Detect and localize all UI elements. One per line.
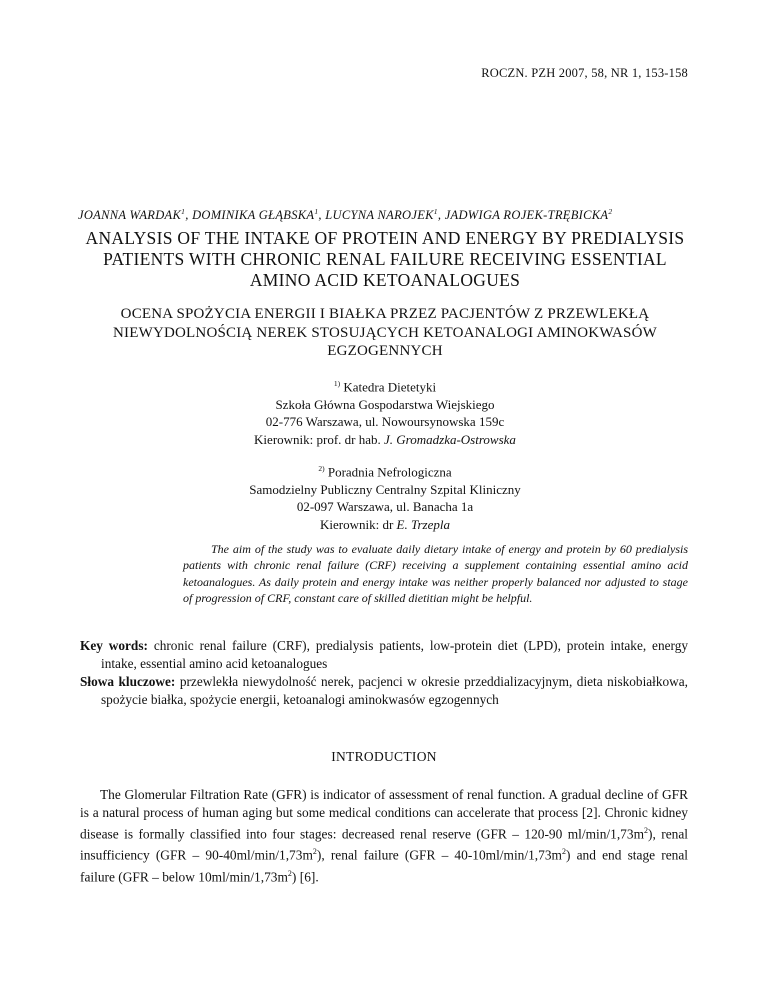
- affiliation-department: Poradnia Nefrologiczna: [327, 464, 452, 480]
- polish-title: [80, 305, 690, 361]
- title-line: AMINO ACID KETOANALOGUES: [249, 270, 521, 290]
- author: JOANNA WARDAK$^1$,: [78, 207, 193, 223]
- keywords-text: chronic renal failure (CRF), predialysis patients, low-protein diet (LPD), protein intake, energy intake, essential amino acid ketoanalogues: [101, 638, 688, 671]
- intro-paragraph: The Glomerular Filtration Rate (GFR) is indicator of assessment of renal function. A gradual decline of GFR is a natural process of human aging but some medical conditions can accelerate that process [2]. Chronic kidney disease is formally classified into four stages: decreased renal reserve (GFR – 120-90 $ml/\min/1,73m^2$), renal insufficiency $(GFR - 90-40ml/\min/1,73m^2)$, renal failure $(GFR - 40-10ml/\min/1,73m^2)$ and end stage renal failure (GFR – below $10ml/\min/1,73m^2$) [6].: [80, 787, 689, 885]
- affiliation-head-prefix: Kierownik: dr: [319, 516, 394, 532]
- affiliation-institution: Samodzielny Publiczny Centralny Szpital Kliniczny: [249, 481, 521, 497]
- author-list: [78, 207, 698, 223]
- title-line: ANALYSIS OF THE INTAKE OF PROTEIN AND ENERGY BY PREDIALYSIS: [85, 228, 685, 248]
- affiliation-department: Katedra Dietetyki: [343, 379, 437, 395]
- author: DOMINIKA GŁĄBSKA$^1$,: [192, 207, 326, 223]
- keywords-text: przewlekła niewydolność nerek, pacjenci w okresie przeddializacyjnym, dieta niskobiałkowa, spożycie białka, spożycie energii, ketoanalogi aminokwasów egzogennych: [101, 674, 688, 707]
- title-line: PATIENTS WITH CHRONIC RENAL FAILURE RECEIVING ESSENTIAL: [103, 249, 667, 269]
- title-line: NIEWYDOLNOŚCIĄ NEREK STOSUJĄCYCH KETOANALOGI AMINOKWASÓW: [113, 324, 657, 341]
- affiliation-head-name: E. Trzepla: [396, 516, 450, 532]
- keywords-block: [80, 637, 688, 709]
- keywords-english: [80, 637, 688, 673]
- affiliation-1: [80, 375, 690, 448]
- running-head: ROCZN. PZH 2007, 58, NR 1, 153-158: [481, 66, 688, 80]
- affiliation-2: [80, 460, 690, 533]
- english-title: [80, 228, 690, 291]
- keywords-label: Słowa kluczowe:: [80, 674, 176, 689]
- author: JADWIGA ROJEK-TRĘBICKA$^2$: [444, 207, 613, 223]
- affiliation-head-prefix: Kierownik: prof. dr hab.: [254, 431, 381, 447]
- affiliation-marker: 1): [333, 379, 341, 388]
- affiliation-marker: 2): [318, 464, 325, 473]
- title-line: EGZOGENNYCH: [327, 343, 443, 359]
- author: LUCYNA NAROJEK$^1$,: [325, 207, 445, 223]
- abstract: The aim of the study was to evaluate daily dietary intake of energy and protein by 60 predialysis patients with chronic renal failure (CRF) receiving a supplement containing essential amino acid ketoanalogues. As daily protein and energy intake was neither properly balanced nor adjusted to stage of progression of CRF, constant care of skilled dietitian might be helpful.: [183, 542, 688, 605]
- affiliation-institution: Szkoła Główna Gospodarstwa Wiejskiego: [275, 396, 495, 412]
- affiliation-address: 02-097 Warszawa, ul. Banacha 1a: [296, 499, 474, 515]
- affiliation-address: 02-776 Warszawa, ul. Nowoursynowska 159c: [265, 414, 505, 430]
- keywords-label: Key words:: [80, 638, 148, 653]
- keywords-polish: [80, 673, 688, 709]
- section-heading: INTRODUCTION: [331, 749, 437, 764]
- title-line: OCENA SPOŻYCIA ENERGII I BIAŁKA PRZEZ PACJENTÓW Z PRZEWLEKŁĄ: [120, 306, 650, 322]
- affiliation-head-name: J. Gromadzka-Ostrowska: [384, 431, 516, 447]
